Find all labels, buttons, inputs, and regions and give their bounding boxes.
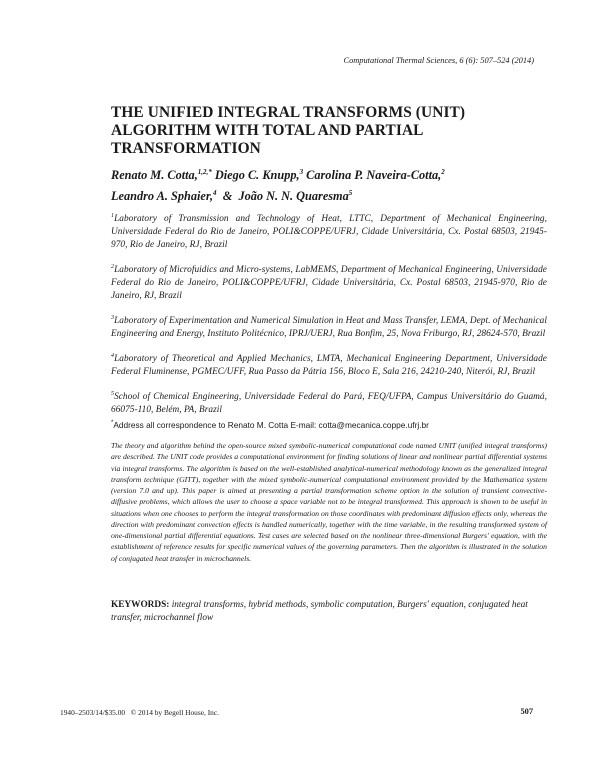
correspondence-note <box>111 420 429 430</box>
affiliation-text: Laboratory of Theoretical and Applied Mechanics, LMTA, Mechanical Engineering Department, Universidade Federal Fluminense, PGMEC/UFF, Rua Passo da Pátria 156, Bloco E, Sala 216, 24210-240, Niterói, RJ, Brazil <box>111 353 547 377</box>
author-affiliation-mark: 5 <box>348 189 353 198</box>
affiliation-text: School of Chemical Engineering, Universidade Federal do Pará, FEQ/UFPA, Campus Universitário do Guamá, 66075-110, Belém, PA, Brazil <box>111 391 547 415</box>
keywords <box>111 599 547 625</box>
affiliation <box>111 350 547 379</box>
affiliation-list <box>111 210 547 425</box>
author-affiliation-mark: 2 <box>441 168 445 176</box>
correspondence-mark: * <box>111 420 114 427</box>
page-number: 507 <box>520 707 533 716</box>
author-list <box>111 163 551 205</box>
affiliation <box>111 312 547 341</box>
footer-copyright: © 2014 by Begell House, Inc. <box>130 708 219 717</box>
affiliation-number: 2 <box>111 263 115 270</box>
correspondence-text: Address all correspondence to Renato M. Cotta E-mail: cotta@mecanica.coppe.ufrj.br <box>113 420 429 430</box>
affiliation-number: 3 <box>111 314 115 321</box>
affiliation-text: Laboratory of Transmission and Technology of Heat, LTTC, Department of Mechanical Engineering, Universidade Federal do Rio de Janeiro, POLI&COPPE/UFRJ, Cidade Universitária, Cx. Postal 68503, 21945-970, Rio de Janeiro, RJ, Brazil <box>111 214 547 251</box>
affiliation-text: Laboratory of Experimentation and Numerical Simulation in Heat and Mass Transfer, LEMA, Dept. of Mechanical Engineering and Energy, Instituto Politécnico, IPRJ/UERJ, Rua Bonfim, 25, Nova Friburgo, RJ, 28624-570, Brazil <box>111 315 547 339</box>
affiliation <box>111 210 547 252</box>
author-separator: & <box>222 189 233 204</box>
affiliation-number: 1 <box>111 213 115 219</box>
abstract: The theory and algorithm behind the open-source mixed symbolic-numerical computational code named UNIT (unified integral transforms) are described. The UNIT code provides a computational environment for finding solutions of linear and nonlinear partial differential systems via integral transforms. The algorithm is based on the well-established analytical-numerical methodology known as the generalized integral transform technique (GITT), together with the mixed symbolic-numerical computational environment provided by the Mathematica system (version 7.0 and up). This paper is aimed at presenting a partial transformation scheme option in the solution of transient convective-diffusive problems, which allows the user to choose a space variable not to be integral transformed. This approach is shown to be useful in situations when one chooses to perform the integral transformation on those coordinates with predominant diffusion effects only, whereas the direction with predominant convection effects is handled numerically, together with the time variable, in the resulting transformed system of one-dimensional partial differential equations. Test cases are selected based on the nonlinear three-dimensional Burgers' equation, with the establishment of reference results for specific numerical values of the governing parameters. Then the algorithm is illustrated in the solution of conjugated heat transfer in microchannels. <box>111 441 547 563</box>
author-name: Carolina P. Naveira-Cotta, <box>306 168 442 183</box>
keywords-label: KEYWORDS: <box>111 600 170 610</box>
affiliation-number: 5 <box>111 390 115 397</box>
author-affiliation-mark: 3 <box>299 168 304 176</box>
author-name: Leandro A. Sphaier, <box>111 189 214 204</box>
affiliation <box>111 388 547 417</box>
footer-info <box>60 708 219 717</box>
affiliation-text: Laboratory of Microfuidics and Micro-systems, LabMEMS, Department of Mechanical Engineering, Universidade Federal do Rio de Janeiro, POLI&COPPE/UFRJ, Cidade Universitária, Cx. Postal 68503, 21945-970, Rio de Janeiro, RJ, Brazil <box>111 264 547 301</box>
author-name: Renato M. Cotta, <box>111 168 198 183</box>
journal-header: Computational Thermal Sciences, 6 (6): 507–524 (2014) <box>343 56 534 65</box>
footer-issn: 1940–2503/14/$35.00 <box>60 708 126 717</box>
affiliation-number: 4 <box>111 352 115 359</box>
author-name: João N. N. Quaresma <box>238 189 349 204</box>
paper-title: THE UNIFIED INTEGRAL TRANSFORMS (UNIT) ALGORITHM WITH TOTAL AND PARTIAL TRANSFORMATION <box>111 104 466 157</box>
affiliation <box>111 261 547 303</box>
keywords-text: integral transforms, hybrid methods, symbolic computation, Burgers' equation, conjugated heat transfer, microchannel flow <box>111 600 528 623</box>
author-affiliation-mark: 1,2,* <box>197 168 212 176</box>
author-name: Diego C. Knupp, <box>214 168 300 183</box>
author-affiliation-mark: 4 <box>213 189 217 198</box>
